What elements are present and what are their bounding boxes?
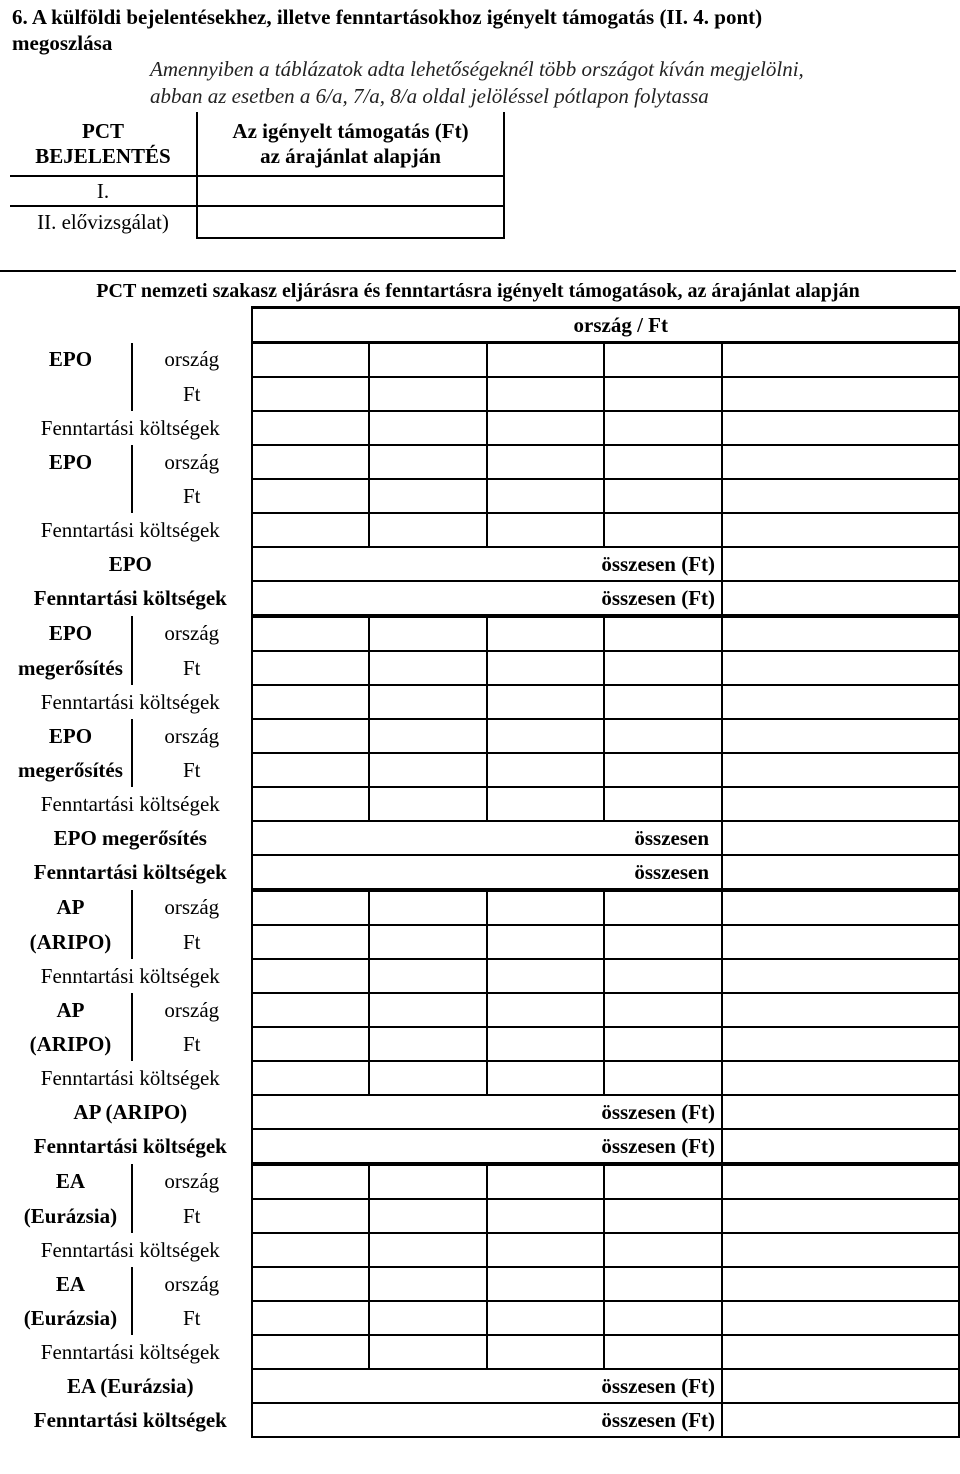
orszag-label: ország — [132, 343, 252, 378]
bejelentes-label: BEJELENTÉS — [35, 143, 171, 168]
cell[interactable] — [369, 1061, 487, 1095]
cell[interactable] — [604, 1199, 722, 1233]
cell[interactable] — [487, 890, 605, 925]
cell[interactable] — [369, 1164, 487, 1199]
cell[interactable] — [604, 685, 722, 719]
cell[interactable] — [487, 651, 605, 685]
main-table-title: PCT nemzeti szakasz eljárásra és fenntartásra igényelt támogatások, az árajánlat alapján — [0, 270, 956, 308]
total-value[interactable] — [722, 1129, 959, 1164]
orszag-label: ország — [132, 1164, 252, 1199]
ap-label: AP — [10, 890, 132, 925]
cell[interactable] — [604, 925, 722, 959]
cell[interactable] — [369, 479, 487, 513]
pct-row-ii-value[interactable] — [197, 206, 504, 238]
cell[interactable] — [369, 1199, 487, 1233]
cell[interactable] — [722, 1335, 959, 1369]
cell[interactable] — [722, 685, 959, 719]
total-value[interactable] — [722, 1095, 959, 1129]
pct-row-ii-label: II. elővizsgálat) — [10, 206, 197, 238]
total-value[interactable] — [722, 821, 959, 855]
ap-label: AP — [10, 993, 132, 1027]
cell[interactable] — [252, 479, 370, 513]
cell[interactable] — [252, 1335, 370, 1369]
cell[interactable] — [604, 651, 722, 685]
total-value[interactable] — [722, 1369, 959, 1403]
instruction-note — [150, 56, 955, 110]
aripo-label: (ARIPO) — [10, 925, 132, 959]
cell[interactable] — [252, 959, 370, 993]
aripo-label: (ARIPO) — [10, 1027, 132, 1061]
blank-label — [10, 377, 132, 411]
cell[interactable] — [604, 1027, 722, 1061]
cell[interactable] — [252, 1164, 370, 1199]
maintenance-costs-total-label: Fenntartási költségek — [10, 1129, 252, 1164]
instruction-note-line1: Amennyiben a táblázatok adta lehetőségeknél több országot kíván megjelölni, — [150, 57, 804, 81]
cell[interactable] — [487, 1027, 605, 1061]
pct-header-cell — [10, 112, 197, 176]
total-label: összesen — [252, 821, 722, 855]
cell[interactable] — [604, 719, 722, 753]
maintenance-costs-label: Fenntartási költségek — [10, 1061, 252, 1095]
cell[interactable] — [604, 445, 722, 479]
cell[interactable] — [604, 343, 722, 378]
ft-label: Ft — [132, 1301, 252, 1335]
cell[interactable] — [252, 651, 370, 685]
total-label: összesen — [252, 855, 722, 890]
ea-label: EA — [10, 1164, 132, 1199]
orszag-label: ország — [132, 993, 252, 1027]
ft-label: Ft — [132, 1027, 252, 1061]
blank-label — [10, 479, 132, 513]
ea-label: EA — [10, 1267, 132, 1301]
ap-aripo-total-label: AP (ARIPO) — [10, 1095, 252, 1129]
cell[interactable] — [369, 959, 487, 993]
section-heading-line2: megoszlása — [12, 31, 113, 55]
orszag-label: ország — [132, 1267, 252, 1301]
cell[interactable] — [722, 1199, 959, 1233]
cell[interactable] — [252, 1061, 370, 1095]
cell[interactable] — [722, 787, 959, 821]
maintenance-costs-label: Fenntartási költségek — [10, 513, 252, 547]
maintenance-costs-total-label: Fenntartási költségek — [10, 581, 252, 616]
cell[interactable] — [252, 1027, 370, 1061]
ea-eurasia-total-label: EA (Eurázsia) — [10, 1369, 252, 1403]
cell[interactable] — [487, 925, 605, 959]
ft-label: Ft — [132, 479, 252, 513]
cell[interactable] — [369, 651, 487, 685]
epo-label: EPO — [10, 616, 132, 651]
epo-label: EPO — [10, 719, 132, 753]
cell[interactable] — [369, 1027, 487, 1061]
cell[interactable] — [604, 1164, 722, 1199]
cell[interactable] — [604, 993, 722, 1027]
cell[interactable] — [604, 377, 722, 411]
maintenance-costs-label: Fenntartási költségek — [10, 787, 252, 821]
cell[interactable] — [722, 651, 959, 685]
cell[interactable] — [369, 890, 487, 925]
requested-support-header — [197, 112, 504, 176]
ft-label: Ft — [132, 377, 252, 411]
cell[interactable] — [369, 445, 487, 479]
ft-label: Ft — [132, 651, 252, 685]
cell[interactable] — [369, 1233, 487, 1267]
cell[interactable] — [487, 1335, 605, 1369]
cell[interactable] — [252, 377, 370, 411]
cell[interactable] — [252, 685, 370, 719]
section-heading-line1: 6. A külföldi bejelentésekhez, illetve fenntartásokhoz igényelt támogatás (II. 4. pont) — [12, 5, 763, 29]
cell[interactable] — [369, 343, 487, 378]
cell[interactable] — [252, 411, 370, 445]
cell[interactable] — [722, 719, 959, 753]
cell[interactable] — [604, 411, 722, 445]
cell[interactable] — [604, 753, 722, 787]
header-spacer — [10, 308, 252, 343]
ft-label: Ft — [132, 1199, 252, 1233]
confirmation-label: megerősítés — [10, 753, 132, 787]
epo-label: EPO — [10, 343, 132, 378]
cell[interactable] — [369, 753, 487, 787]
cell[interactable] — [487, 685, 605, 719]
quote-basis-label: az árajánlat alapján — [260, 143, 441, 168]
country-ft-header: ország / Ft — [252, 308, 959, 343]
cell[interactable] — [604, 959, 722, 993]
section-heading — [12, 4, 952, 56]
cell[interactable] — [252, 719, 370, 753]
cell[interactable] — [487, 445, 605, 479]
cell[interactable] — [722, 1027, 959, 1061]
cell[interactable] — [487, 343, 605, 378]
cell[interactable] — [722, 925, 959, 959]
cell[interactable] — [252, 616, 370, 651]
cell[interactable] — [604, 1267, 722, 1301]
cell[interactable] — [252, 445, 370, 479]
cell[interactable] — [252, 1267, 370, 1301]
cell[interactable] — [487, 513, 605, 547]
cell[interactable] — [722, 479, 959, 513]
cell[interactable] — [487, 616, 605, 651]
cell[interactable] — [369, 1267, 487, 1301]
cell[interactable] — [722, 993, 959, 1027]
total-ft-label: összesen (Ft) — [252, 1369, 722, 1403]
eurasia-label: (Eurázsia) — [10, 1199, 132, 1233]
cell[interactable] — [722, 1267, 959, 1301]
national-phase-table — [10, 306, 960, 1438]
total-ft-label: összesen (Ft) — [252, 547, 722, 581]
cell[interactable] — [369, 513, 487, 547]
cell[interactable] — [369, 377, 487, 411]
cell[interactable] — [604, 1233, 722, 1267]
cell[interactable] — [604, 1335, 722, 1369]
cell[interactable] — [487, 787, 605, 821]
total-value[interactable] — [722, 581, 959, 616]
instruction-note-line2: abban az esetben a 6/a, 7/a, 8/a oldal jelöléssel pótlapon folytassa — [150, 84, 709, 108]
pct-row-i-label: I. — [10, 176, 197, 206]
orszag-label: ország — [132, 890, 252, 925]
cell[interactable] — [369, 685, 487, 719]
cell[interactable] — [369, 411, 487, 445]
cell[interactable] — [604, 787, 722, 821]
cell[interactable] — [722, 445, 959, 479]
total-ft-label: összesen (Ft) — [252, 1129, 722, 1164]
orszag-label: ország — [132, 719, 252, 753]
maintenance-costs-label: Fenntartási költségek — [10, 1233, 252, 1267]
cell[interactable] — [722, 1301, 959, 1335]
cell[interactable] — [252, 787, 370, 821]
epo-confirmation-total-label: EPO megerősítés — [10, 821, 252, 855]
cell[interactable] — [252, 993, 370, 1027]
cell[interactable] — [487, 1267, 605, 1301]
cell[interactable] — [722, 1061, 959, 1095]
maintenance-costs-total-label: Fenntartási költségek — [10, 1403, 252, 1437]
cell[interactable] — [252, 890, 370, 925]
orszag-label: ország — [132, 616, 252, 651]
maintenance-costs-label: Fenntartási költségek — [10, 685, 252, 719]
cell[interactable] — [252, 1233, 370, 1267]
total-value[interactable] — [722, 547, 959, 581]
pct-application-table — [10, 112, 505, 239]
total-value[interactable] — [722, 855, 959, 890]
epo-total-label: EPO — [10, 547, 252, 581]
pct-row-i-value[interactable] — [197, 176, 504, 206]
cell[interactable] — [487, 479, 605, 513]
cell[interactable] — [369, 993, 487, 1027]
requested-support-label: Az igényelt támogatás (Ft) — [232, 118, 469, 143]
maintenance-costs-label: Fenntartási költségek — [10, 411, 252, 445]
cell[interactable] — [722, 959, 959, 993]
cell[interactable] — [604, 513, 722, 547]
total-ft-label: összesen (Ft) — [252, 1403, 722, 1437]
cell[interactable] — [487, 1199, 605, 1233]
cell[interactable] — [487, 719, 605, 753]
cell[interactable] — [252, 343, 370, 378]
cell[interactable] — [604, 890, 722, 925]
cell[interactable] — [722, 1233, 959, 1267]
cell[interactable] — [487, 1061, 605, 1095]
total-ft-label: összesen (Ft) — [252, 1095, 722, 1129]
maintenance-costs-total-label: Fenntartási költségek — [10, 855, 252, 890]
cell[interactable] — [369, 1335, 487, 1369]
cell[interactable] — [487, 1301, 605, 1335]
orszag-label: ország — [132, 445, 252, 479]
cell[interactable] — [252, 1301, 370, 1335]
cell[interactable] — [487, 993, 605, 1027]
total-value[interactable] — [722, 1403, 959, 1437]
ft-label: Ft — [132, 753, 252, 787]
maintenance-costs-label: Fenntartási költségek — [10, 1335, 252, 1369]
cell[interactable] — [487, 377, 605, 411]
cell[interactable] — [722, 411, 959, 445]
cell[interactable] — [722, 753, 959, 787]
cell[interactable] — [369, 719, 487, 753]
cell[interactable] — [369, 787, 487, 821]
cell[interactable] — [487, 1164, 605, 1199]
cell[interactable] — [369, 925, 487, 959]
cell[interactable] — [722, 377, 959, 411]
cell[interactable] — [487, 753, 605, 787]
confirmation-label: megerősítés — [10, 651, 132, 685]
pct-label: PCT — [82, 118, 124, 143]
cell[interactable] — [722, 890, 959, 925]
cell[interactable] — [604, 1061, 722, 1095]
cell[interactable] — [487, 1233, 605, 1267]
cell[interactable] — [604, 616, 722, 651]
eurasia-label: (Eurázsia) — [10, 1301, 132, 1335]
cell[interactable] — [722, 343, 959, 378]
cell[interactable] — [252, 925, 370, 959]
cell[interactable] — [487, 959, 605, 993]
epo-label: EPO — [10, 445, 132, 479]
cell[interactable] — [722, 616, 959, 651]
maintenance-costs-label: Fenntartási költségek — [10, 959, 252, 993]
cell[interactable] — [487, 411, 605, 445]
cell[interactable] — [252, 753, 370, 787]
cell[interactable] — [252, 1199, 370, 1233]
cell[interactable] — [722, 1164, 959, 1199]
cell[interactable] — [252, 513, 370, 547]
cell[interactable] — [604, 479, 722, 513]
cell[interactable] — [604, 1301, 722, 1335]
cell[interactable] — [722, 513, 959, 547]
ft-label: Ft — [132, 925, 252, 959]
cell[interactable] — [369, 616, 487, 651]
cell[interactable] — [369, 1301, 487, 1335]
total-ft-label: összesen (Ft) — [252, 581, 722, 616]
